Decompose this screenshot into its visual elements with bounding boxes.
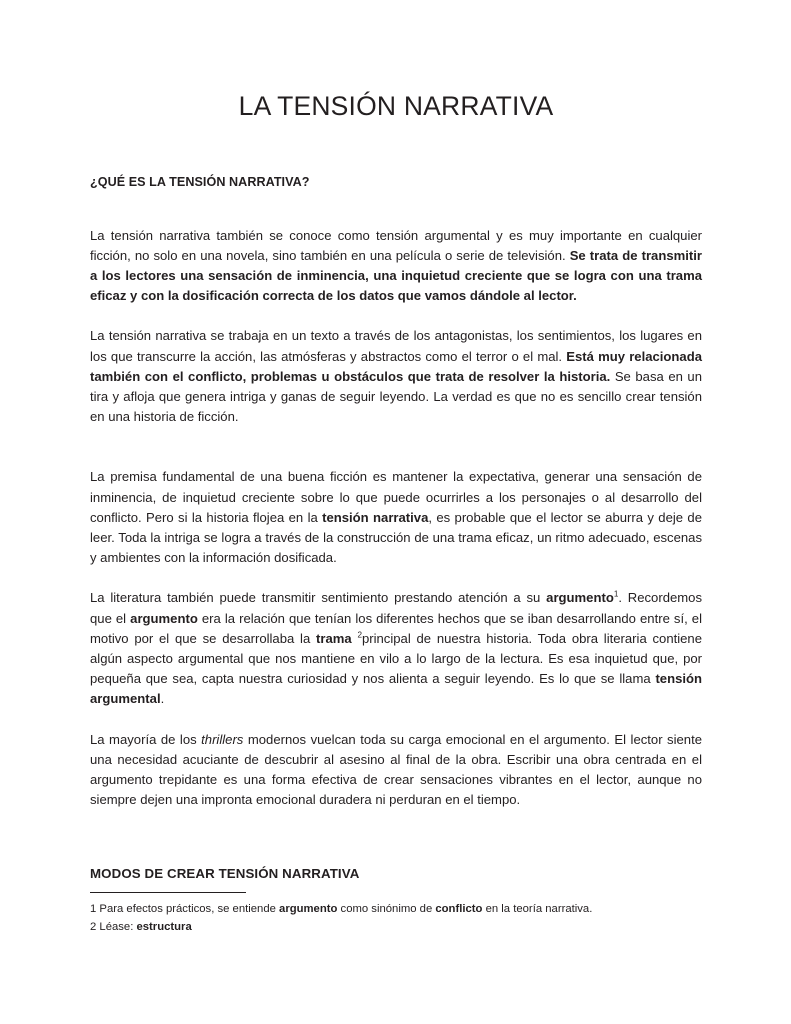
- paragraph-3-text-bold: tensión narrativa: [322, 509, 429, 525]
- paragraph-5-text-normal-b: modernos vuelcan toda su carga emocional en el argumento. El lector siente una necesidad acuciante de descubrir al asesino al final de la obra. Escribir una obra centrada en el argumento trepidante es una forma efectiva de crear sensaciones vibrantes en el lector, aunque no siempre dejen una impronta emocional duradera ni perduran en el tiempo.: [90, 731, 703, 808]
- paragraph-5-text-italic: thrillers: [201, 731, 244, 747]
- footnote-1-text-normal-a: 1 Para efectos prácticos, se entiende: [90, 903, 280, 916]
- footnote-2: [90, 919, 702, 936]
- section-heading-que-es: ¿QUÉ ES LA TENSIÓN NARRATIVA?: [90, 175, 310, 190]
- paragraph-4-text-normal-b: . Recordemos que el: [90, 590, 702, 626]
- section-heading-modos: MODOS DE CREAR TENSIÓN NARRATIVA: [90, 866, 360, 882]
- paragraph-2-text-normal-b: Se basa en un tira y afloja que genera intriga y ganas de seguir leyendo. La verdad es que no es sencillo crear tensión en una historia de ficción.: [90, 368, 702, 425]
- footnote-2-text-bold: estructura: [136, 920, 192, 933]
- paragraph-1-text-normal: La tensión narrativa también se conoce como tensión argumental y es muy importante en cualquier ficción, no solo en una novela, sino también en una película o serie de televisión.: [90, 227, 702, 263]
- paragraph-4-text-normal-a: La literatura también puede transmitir sentimiento prestando atención a su: [90, 590, 547, 606]
- paragraph-4-text-normal-d: principal de nuestra historia. Toda obra literaria contiene algún aspecto argumental que nos mantiene en vilo a lo largo de la lectura. Es esa inquietud que, por pequeña que sea, capta nuestra curiosidad y nos alienta a seguir leyendo. Es lo que se llama: [90, 630, 702, 687]
- footnote-1-text-normal-b: como sinónimo de: [337, 903, 436, 916]
- footnote-1-text-bold-a: argumento: [279, 903, 338, 916]
- page-title: LA TENSIÓN NARRATIVA: [238, 91, 554, 121]
- paragraph-4-text-bold-c: trama: [316, 630, 352, 646]
- paragraph-1: [90, 191, 702, 307]
- paragraph-4-text-normal-c: era la relación que tenían los diferentes hechos que se iban desarrollando entre sí, el motivo por el que se desarrollaba la: [90, 610, 702, 646]
- document-content: [90, 0, 702, 935]
- footnote-1-text-bold-b: conflicto: [435, 903, 483, 916]
- footnotes-section: [90, 893, 702, 935]
- paragraph-3-text-normal-b: , es probable que el lector se aburra y deje de leer. Toda la intriga se logra a través de la construcción de una trama eficaz, un ritmo adecuado, escenas y ambientes con la información dosificada.: [90, 509, 702, 566]
- paragraph-3: [90, 427, 702, 568]
- paragraph-2-text-normal-a: La tensión narrativa se trabaja en un texto a través de los antagonistas, los sentimientos, los lugares en los que transcurre la acción, las atmósferas y abstractos como el terror o el mal.: [90, 328, 702, 364]
- footnote-1: [90, 901, 702, 918]
- paragraph-2-text-bold: Está muy relacionada también con el conflicto, problemas u obstáculos que trata de resolver la historia.: [90, 348, 702, 384]
- paragraph-1-text-bold: Se trata de transmitir a los lectores una sensación de inminencia, una inquietud creciente que se logra con una trama eficaz y con la dosificación correcta de los datos que vamos dándole al lector.: [90, 247, 702, 304]
- paragraph-5: [90, 710, 702, 811]
- paragraph-4: [90, 568, 702, 709]
- footnote-ref-1[interactable]: 1: [613, 590, 619, 600]
- footnote-1-text-normal-c: en la teoría narrativa.: [482, 903, 593, 916]
- paragraph-4-text-bold-d: tensión argumental: [90, 671, 702, 707]
- footnote-2-text-normal: 2 Léase:: [90, 920, 137, 933]
- paragraph-2: [90, 306, 702, 427]
- paragraph-4-text-bold-a: argumento: [546, 590, 614, 606]
- footnote-ref-2[interactable]: 2: [357, 630, 362, 640]
- paragraph-3-text-normal-a: La premisa fundamental de una buena ficción es mantener la expectativa, generar una sensación de inminencia, de inquietud creciente sobre lo que puede ocurrirles a los personajes o al desarrollo del conflicto. Pero si la historia flojea en la: [90, 469, 702, 525]
- paragraph-4-text-bold-b: argumento: [130, 610, 198, 626]
- paragraph-4-text-normal-e: .: [160, 691, 165, 707]
- paragraph-5-text-normal-a: La mayoría de los: [90, 731, 202, 747]
